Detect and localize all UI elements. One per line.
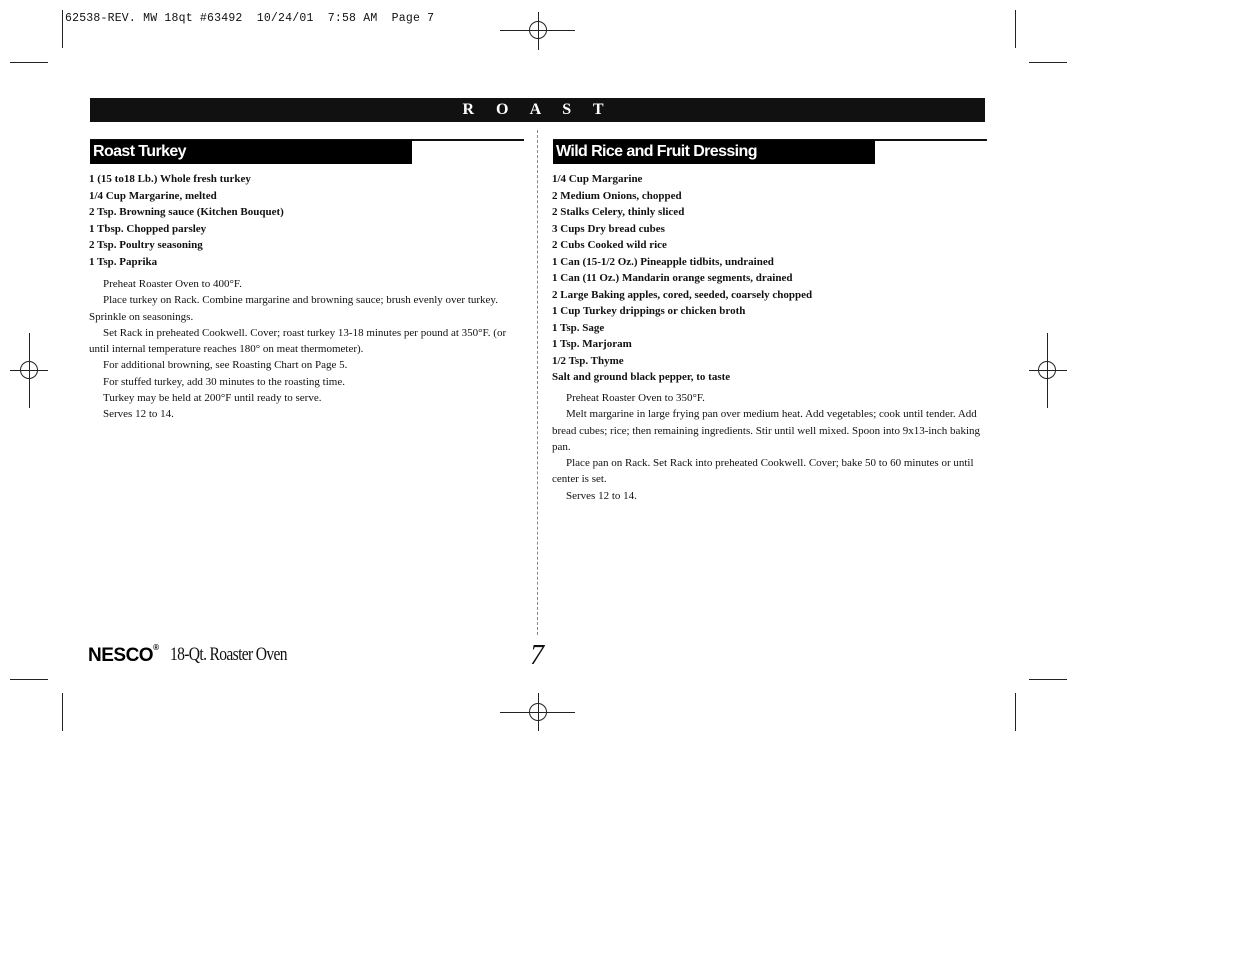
column-divider xyxy=(537,130,538,635)
ingredient-item: 2 Tsp. Poultry seasoning xyxy=(89,239,203,251)
ingredient-item: 2 Cubs Cooked wild rice xyxy=(552,239,667,251)
ingredient-item: 2 Stalks Celery, thinly sliced xyxy=(552,206,685,218)
crop-mark xyxy=(1029,62,1067,63)
crop-mark xyxy=(1015,10,1016,48)
instruction-step: Preheat Roaster Oven to 400°F. xyxy=(103,278,242,290)
printer-slug-line: 62538-REV. MW 18qt #63492 10/24/01 7:58 AM Page 7 xyxy=(65,12,435,25)
ingredient-list xyxy=(89,171,284,270)
ingredient-item: Salt and ground black pepper, to taste xyxy=(552,371,731,383)
ingredient-item: 1 Can (11 Oz.) Mandarin orange segments, drained xyxy=(552,272,793,284)
page-number: 7 xyxy=(530,640,544,671)
instruction-step: Place pan on Rack. Set Rack into preheated Cookwell. Cover; bake 50 to 60 minutes or until center is set. xyxy=(552,457,974,486)
ingredient-item: 1 Tsp. Sage xyxy=(552,321,605,334)
instruction-step: Preheat Roaster Oven to 350°F. xyxy=(566,392,705,404)
ingredient-item: 1/4 Cup Margarine, melted xyxy=(89,189,217,202)
ingredient-item: 1 Tsp. Marjoram xyxy=(552,338,632,350)
instruction-step: Serves 12 to 14. xyxy=(566,489,637,502)
ingredient-item: 2 Large Baking apples, cored, seeded, coarsely chopped xyxy=(552,288,813,301)
crop-mark xyxy=(62,693,63,731)
ingredient-item: 1 Can (15-1/2 Oz.) Pineapple tidbits, undrained xyxy=(552,255,774,268)
product-name: 18-Qt. Roaster Oven xyxy=(170,644,287,665)
instruction-step: Serves 12 to 14. xyxy=(103,408,174,421)
ingredient-item: 3 Cups Dry bread cubes xyxy=(552,222,665,235)
ingredient-item: 1/2 Tsp. Thyme xyxy=(552,354,624,367)
crop-mark xyxy=(10,679,48,680)
registration-target-icon xyxy=(529,703,547,721)
ingredient-item: 2 Medium Onions, chopped xyxy=(552,189,682,202)
brand-logo xyxy=(88,645,158,667)
recipe-title: Wild Rice and Fruit Dressing xyxy=(553,140,875,164)
ingredient-item: 1/4 Cup Margarine xyxy=(552,173,643,185)
ingredient-list xyxy=(552,171,812,386)
ingredient-item: 2 Tsp. Browning sauce (Kitchen Bouquet) xyxy=(89,206,284,218)
crop-mark xyxy=(1015,693,1016,731)
recipe-instructions xyxy=(552,390,986,504)
registration-target-icon xyxy=(20,361,38,379)
instruction-step: For stuffed turkey, add 30 minutes to the roasting time. xyxy=(103,375,345,388)
instruction-step: Set Rack in preheated Cookwell. Cover; roast turkey 13-18 minutes per pound at 350°F. (or until internal temperature reaches 180° on meat thermometer). xyxy=(89,326,507,356)
ingredient-item: 1 Tsp. Paprika xyxy=(89,255,158,268)
instruction-step: Place turkey on Rack. Combine margarine and browning sauce; brush evenly over turkey. Sprinkle on seasonings. xyxy=(89,294,498,323)
ingredient-item: 1 (15 to18 Lb.) Whole fresh turkey xyxy=(89,173,251,185)
ingredient-item: 1 Cup Turkey drippings or chicken broth xyxy=(552,305,746,317)
ingredient-item: 1 Tbsp. Chopped parsley xyxy=(89,222,207,235)
crop-mark xyxy=(62,10,63,48)
registered-mark: ® xyxy=(153,643,159,652)
recipe-title: Roast Turkey xyxy=(90,140,412,164)
registration-target-icon xyxy=(1038,361,1056,379)
crop-mark xyxy=(1029,679,1067,680)
crop-mark xyxy=(10,62,48,63)
section-banner: R O A S T xyxy=(90,98,985,122)
registration-target-icon xyxy=(529,21,547,39)
recipe-instructions xyxy=(89,276,519,423)
brand-name: NESCO xyxy=(88,645,154,666)
instruction-step: For additional browning, see Roasting Chart on Page 5. xyxy=(103,359,348,372)
instruction-step: Melt margarine in large frying pan over medium heat. Add vegetables; cook until tender. Add bread cubes; rice; then remaining ingredients. Stir until well mixed. Spoon into 9x13-inch baking pan. xyxy=(552,408,980,453)
instruction-step: Turkey may be held at 200°F until ready to serve. xyxy=(103,392,322,405)
